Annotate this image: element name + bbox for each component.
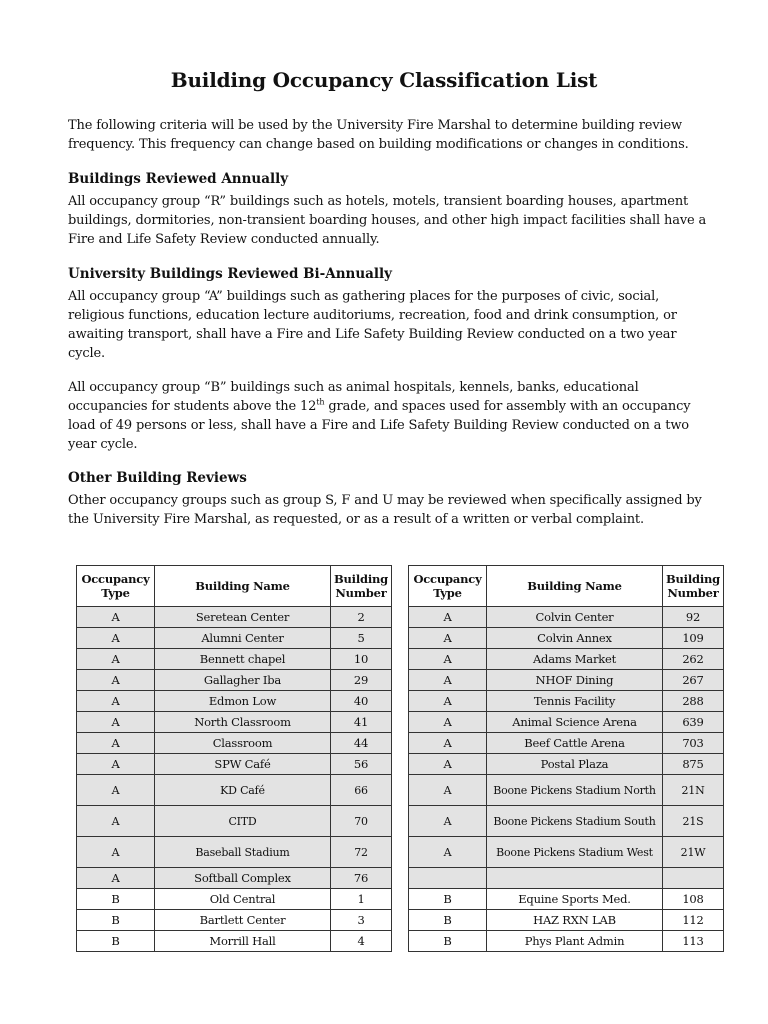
cell-building-number: 66: [331, 775, 392, 806]
cell-building-name: Classroom: [155, 733, 331, 754]
table-row: [77, 691, 392, 712]
cell-building-name: Seretean Center: [155, 607, 331, 628]
cell-building-number: 267: [663, 670, 724, 691]
table-row: [409, 889, 724, 910]
cell-building-number: 21S: [663, 806, 724, 837]
table-row: [77, 889, 392, 910]
cell-building-number: 72: [331, 837, 392, 868]
cell-building-name: HAZ RXN LAB: [487, 910, 663, 931]
cell-occupancy-type: A: [409, 775, 487, 806]
cell-occupancy-type: A: [409, 670, 487, 691]
cell-building-name: Adams Market: [487, 649, 663, 670]
cell-building-name: Gallagher Iba: [155, 670, 331, 691]
cell-building-name: Boone Pickens Stadium West: [487, 837, 663, 868]
table-row: [409, 733, 724, 754]
table-row: [409, 670, 724, 691]
cell-building-name: Baseball Stadium: [155, 837, 331, 868]
cell-building-number: 1: [331, 889, 392, 910]
intro-paragraph: The following criteria will be used by the University Fire Marshal to determine building review frequency. This frequency can change based on building modifications or changes in conditions.: [68, 118, 689, 152]
cell-building-name: Colvin Annex: [487, 628, 663, 649]
table-row: [409, 806, 724, 837]
cell-building-number: 40: [331, 691, 392, 712]
table-row: [77, 628, 392, 649]
table-row: [77, 837, 392, 868]
cell-building-number: 262: [663, 649, 724, 670]
cell-building-number: 29: [331, 670, 392, 691]
cell-building-number: 109: [663, 628, 724, 649]
table-row: [77, 775, 392, 806]
occupancy-table-left: [76, 565, 392, 952]
cell-occupancy-type: A: [77, 712, 155, 733]
heading-biannual: University Buildings Reviewed Bi-Annually: [68, 266, 393, 282]
table-row: [409, 910, 724, 931]
cell-building-name: Softball Complex: [155, 868, 331, 889]
cell-building-name: Beef Cattle Arena: [487, 733, 663, 754]
cell-building-number: 288: [663, 691, 724, 712]
table-row: [409, 649, 724, 670]
table-row: [409, 868, 724, 889]
cell-building-name: Equine Sports Med.: [487, 889, 663, 910]
cell-building-number: 76: [331, 868, 392, 889]
cell-building-number: 10: [331, 649, 392, 670]
group-b-text-part1: All occupancy group “B” buildings such as animal hospitals, kennels, banks, educational occupancies for students above the 12: [68, 380, 639, 414]
other-paragraph: Other occupancy groups such as group S, F and U may be reviewed when specifically assigned by the University Fire Marshal, as requested, or as a result of a written or verbal complaint.: [68, 493, 702, 527]
header-building-name: Building Name: [155, 566, 331, 607]
table-row: [409, 691, 724, 712]
cell-occupancy-type: A: [77, 775, 155, 806]
cell-occupancy-type: A: [409, 806, 487, 837]
cell-occupancy-type: [409, 868, 487, 889]
table-row: [409, 712, 724, 733]
table-row: [77, 670, 392, 691]
cell-building-number: 108: [663, 889, 724, 910]
cell-building-number: 21W: [663, 837, 724, 868]
table-header-row: [77, 566, 392, 607]
cell-building-number: 112: [663, 910, 724, 931]
cell-occupancy-type: A: [77, 754, 155, 775]
cell-building-name: SPW Café: [155, 754, 331, 775]
table-row: [77, 649, 392, 670]
cell-occupancy-type: A: [409, 607, 487, 628]
table-row: [77, 712, 392, 733]
cell-building-number: 2: [331, 607, 392, 628]
cell-building-name: Tennis Facility: [487, 691, 663, 712]
cell-building-name: Old Central: [155, 889, 331, 910]
cell-building-name: North Classroom: [155, 712, 331, 733]
cell-occupancy-type: A: [409, 837, 487, 868]
cell-occupancy-type: A: [409, 649, 487, 670]
table-row: [77, 733, 392, 754]
cell-building-name: Boone Pickens Stadium South: [487, 806, 663, 837]
cell-building-name: [487, 868, 663, 889]
table-header-row: [409, 566, 724, 607]
table-row: [77, 806, 392, 837]
cell-building-name: NHOF Dining: [487, 670, 663, 691]
cell-building-name: Alumni Center: [155, 628, 331, 649]
cell-occupancy-type: A: [77, 806, 155, 837]
table-row: [77, 910, 392, 931]
cell-occupancy-type: A: [77, 733, 155, 754]
table-row: [409, 837, 724, 868]
cell-building-name: KD Café: [155, 775, 331, 806]
table-row: [77, 868, 392, 889]
cell-occupancy-type: A: [77, 691, 155, 712]
cell-building-number: 56: [331, 754, 392, 775]
cell-building-number: [663, 868, 724, 889]
cell-building-number: 21N: [663, 775, 724, 806]
header-occupancy-type: Occupancy Type: [409, 566, 487, 607]
cell-occupancy-type: A: [409, 712, 487, 733]
heading-annual: Buildings Reviewed Annually: [68, 171, 289, 187]
cell-building-name: Phys Plant Admin: [487, 931, 663, 952]
cell-building-name: Postal Plaza: [487, 754, 663, 775]
cell-occupancy-type: A: [77, 649, 155, 670]
occupancy-table-right: [408, 565, 724, 952]
table-row: [409, 628, 724, 649]
cell-occupancy-type: A: [77, 868, 155, 889]
cell-occupancy-type: A: [77, 837, 155, 868]
table-row: [77, 931, 392, 952]
cell-building-number: 639: [663, 712, 724, 733]
cell-occupancy-type: B: [409, 931, 487, 952]
cell-occupancy-type: B: [409, 910, 487, 931]
table-row: [409, 607, 724, 628]
cell-building-name: Edmon Low: [155, 691, 331, 712]
cell-building-number: 113: [663, 931, 724, 952]
cell-occupancy-type: B: [77, 910, 155, 931]
cell-building-name: Animal Science Arena: [487, 712, 663, 733]
cell-building-name: Colvin Center: [487, 607, 663, 628]
header-building-number: Building Number: [331, 566, 392, 607]
table-row: [77, 754, 392, 775]
annual-paragraph: All occupancy group “R” buildings such as hotels, motels, transient boarding houses, apartment buildings, dormitories, non-transient boarding houses, and other high impact facilities shall have a Fire and Life Safety Review conducted annually.: [68, 194, 707, 247]
cell-building-number: 703: [663, 733, 724, 754]
cell-building-name: CITD: [155, 806, 331, 837]
table-row: [409, 754, 724, 775]
group-a-paragraph: All occupancy group “A” buildings such as gathering places for the purposes of civic, social, religious functions, education lecture auditoriums, recreation, food and drink consumption, or awaiting transport, shall have a Fire and Life Safety Building Review conducted on a two year cycle.: [68, 289, 677, 361]
header-building-number: Building Number: [663, 566, 724, 607]
cell-building-name: Morrill Hall: [155, 931, 331, 952]
cell-occupancy-type: B: [409, 889, 487, 910]
group-b-text-part2: grade, and spaces used for assembly with an occupancy load of 49 persons or less, shall have a Fire and Life Safety Building Review conducted on a two year cycle.: [68, 399, 691, 452]
cell-occupancy-type: B: [77, 931, 155, 952]
header-occupancy-type: Occupancy Type: [77, 566, 155, 607]
page-title: Building Occupancy Classification List: [170, 68, 598, 92]
cell-occupancy-type: A: [77, 607, 155, 628]
cell-building-name: Bennett chapel: [155, 649, 331, 670]
cell-building-number: 44: [331, 733, 392, 754]
table-row: [77, 607, 392, 628]
cell-building-number: 70: [331, 806, 392, 837]
cell-occupancy-type: A: [77, 670, 155, 691]
cell-building-number: 4: [331, 931, 392, 952]
cell-occupancy-type: B: [77, 889, 155, 910]
header-building-name: Building Name: [487, 566, 663, 607]
table-row: [409, 775, 724, 806]
cell-building-number: 3: [331, 910, 392, 931]
heading-other: Other Building Reviews: [68, 470, 247, 486]
cell-occupancy-type: A: [77, 628, 155, 649]
cell-occupancy-type: A: [409, 733, 487, 754]
table-row: [409, 931, 724, 952]
cell-building-number: 875: [663, 754, 724, 775]
cell-occupancy-type: A: [409, 691, 487, 712]
cell-building-name: Bartlett Center: [155, 910, 331, 931]
cell-occupancy-type: A: [409, 628, 487, 649]
group-b-superscript: th: [316, 397, 325, 407]
cell-building-number: 5: [331, 628, 392, 649]
cell-building-number: 92: [663, 607, 724, 628]
cell-occupancy-type: A: [409, 754, 487, 775]
cell-building-name: Boone Pickens Stadium North: [487, 775, 663, 806]
cell-building-number: 41: [331, 712, 392, 733]
group-b-paragraph: [68, 378, 708, 454]
